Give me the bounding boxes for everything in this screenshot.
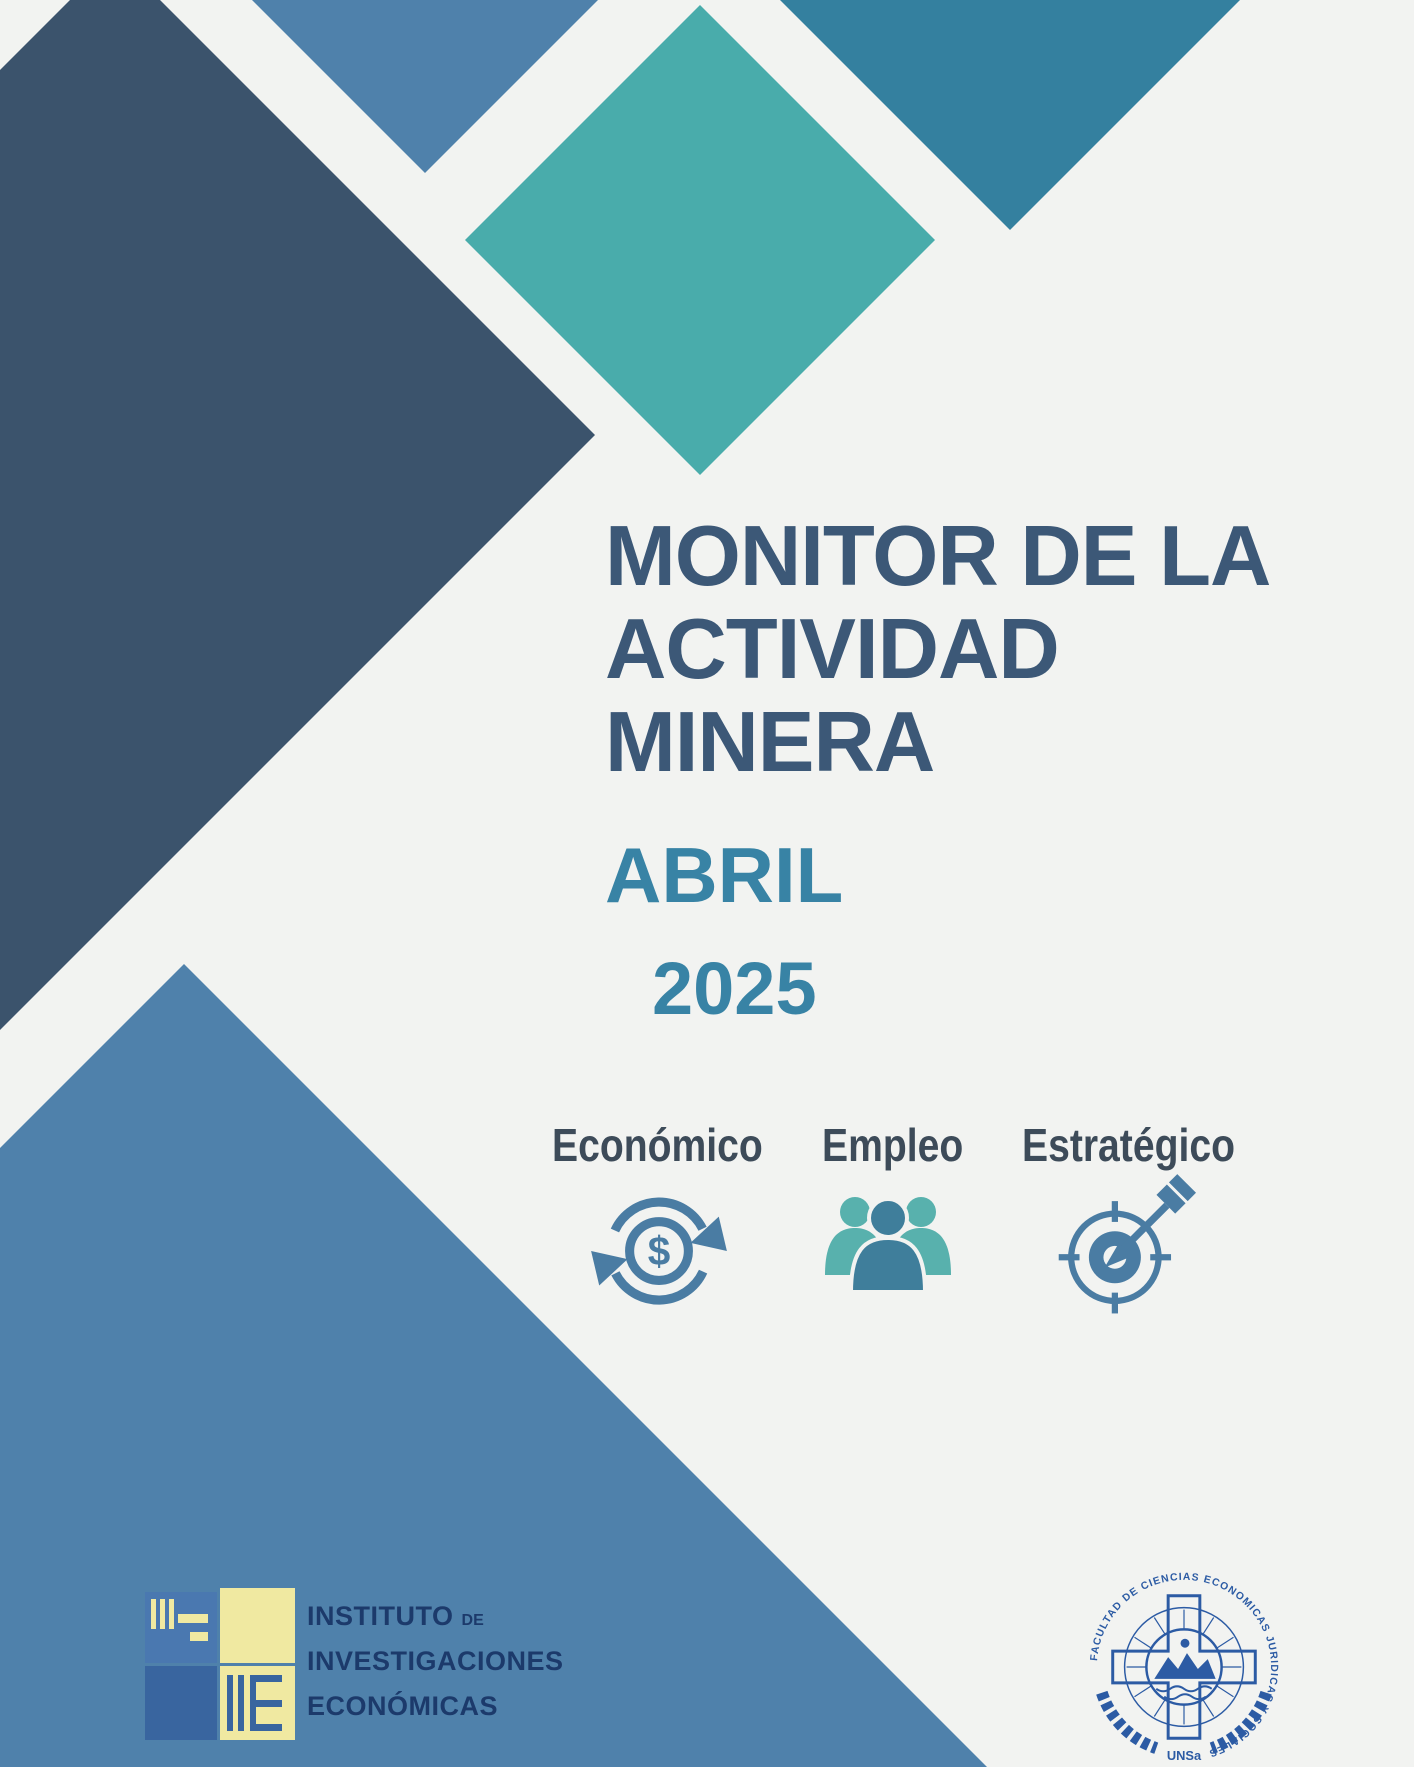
institute-name-line1 [307, 1603, 484, 1630]
subtitle-month: ABRIL [605, 831, 844, 919]
seal-mountains [1154, 1653, 1215, 1679]
logo-quadrant-topright [220, 1588, 295, 1663]
seal-meander-right [1212, 1693, 1266, 1748]
people-icon [803, 1178, 973, 1302]
faculty-seal [1085, 1568, 1283, 1766]
seal-ring-text: FACULTAD DE CIENCIAS ECONOMICAS JURIDICAS Y SOCIALES [1089, 1571, 1280, 1759]
institute-logo [145, 1592, 295, 1740]
page-title-line3: MINERA [605, 695, 935, 790]
page-title-line2: ACTIVIDAD [605, 602, 1059, 697]
institute-name-line2: INVESTIGACIONES [307, 1646, 564, 1676]
institute-word-de: DE [461, 1612, 484, 1629]
seal-bottom-text: UNSa [1166, 1748, 1202, 1764]
target-arrow-icon [1040, 1172, 1196, 1328]
subtitle-year: 2025 [652, 947, 817, 1030]
institute-word-instituto: INSTITUTO [307, 1601, 454, 1631]
logo-quadrant-bottomleft [145, 1666, 217, 1740]
logo-quadrant-bottomright [220, 1666, 295, 1740]
pillar-label-estrategico: Estratégico [1022, 1119, 1235, 1171]
svg-text:$: $ [647, 1228, 671, 1275]
pillar-label-empleo: Empleo [822, 1119, 964, 1171]
seal-waves [1156, 1686, 1211, 1691]
seal-sun [1181, 1639, 1190, 1648]
institute-name-line3: ECONÓMICAS [307, 1691, 499, 1721]
logo-quadrant-topleft [145, 1592, 217, 1663]
page-title-line1: MONITOR DE LA [605, 509, 1271, 604]
seal-meander-left [1102, 1693, 1156, 1748]
navy-diamond [0, 0, 595, 1030]
pillar-label-economico: Económico [552, 1119, 763, 1171]
currency-cycle-icon [583, 1172, 735, 1324]
